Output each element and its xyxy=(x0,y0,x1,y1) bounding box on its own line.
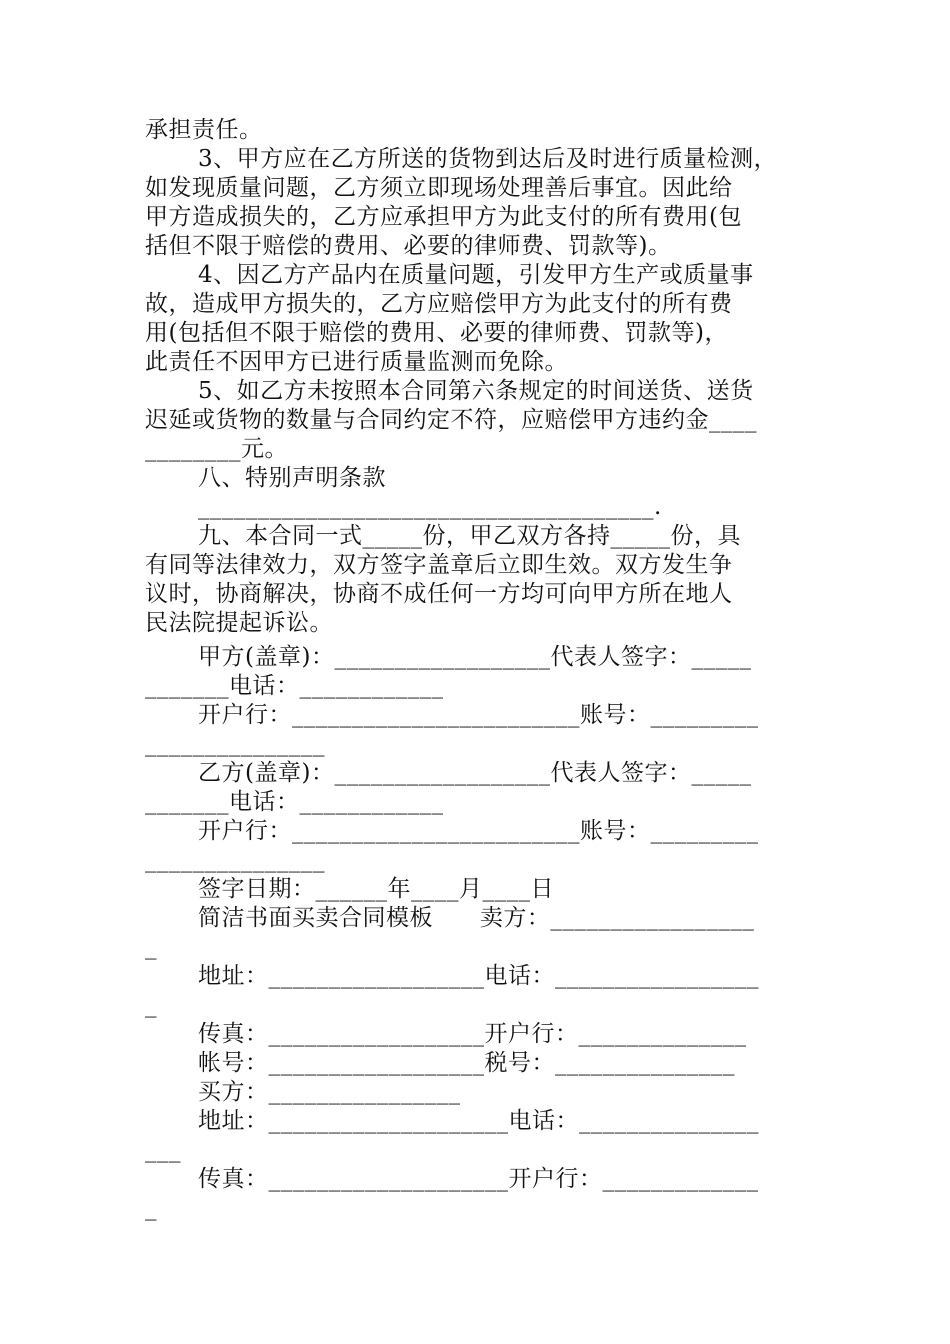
party-b-bank-line: 开户行：________________________账号：_________ xyxy=(198,818,759,844)
text-line: 故，造成甲方损失的，乙方应赔偿甲方为此支付的所有费 xyxy=(145,291,733,317)
text-line: 如发现质量问题，乙方须立即现场处理善后事宜。因此给 xyxy=(145,175,733,201)
clause-4-line: 4、因乙方产品内在质量问题，引发甲方生产或质量事 xyxy=(198,262,754,288)
text-line: ___ xyxy=(145,1137,181,1163)
text-line: _ xyxy=(145,934,157,960)
template-seller-line: 简洁书面买卖合同模板 卖方：_________________ xyxy=(198,905,755,931)
text-line: 迟延或货物的数量与合同约定不符，应赔偿甲方违约金____ xyxy=(145,407,757,433)
text-line: 有同等法律效力，双方签字盖章后立即生效。双方发生争 xyxy=(145,552,733,578)
text-line: 承担责任。 xyxy=(145,117,263,143)
text-line: _ xyxy=(145,1195,157,1221)
section-8-heading: 八、特别声明条款 xyxy=(198,465,386,491)
party-a-seal-line: 甲方(盖章)：__________________代表人签字：_____ xyxy=(198,644,752,670)
section-9-line: 九、本合同一式_____份，甲乙双方各持_____份，具 xyxy=(198,523,741,549)
text-line: 用(包括但不限于赔偿的费用、必要的律师费、罚款等)， xyxy=(145,320,728,346)
party-b-phone-line: _______电话：____________ xyxy=(145,789,444,815)
party-b-seal-line: 乙方(盖章)：__________________代表人签字：_____ xyxy=(198,760,752,786)
clause-3-line: 3、甲方应在乙方所送的货物到达后及时进行质量检测， xyxy=(198,146,778,172)
seller-address-line: 地址：__________________电话：_________________ xyxy=(198,963,759,989)
text-line: _ xyxy=(145,992,157,1018)
text-line: 此责任不因甲方已进行质量监测而免除。 xyxy=(145,349,568,375)
clause-5-line: 5、如乙方未按照本合同第六条规定的时间送货、送货 xyxy=(198,378,754,404)
text-line: 议时，协商解决，协商不成任何一方均可向甲方所在地人 xyxy=(145,581,733,607)
party-a-phone-line: _______电话：____________ xyxy=(145,673,444,699)
buyer-line: 买方：________________ xyxy=(198,1079,461,1105)
sign-date-line: 签字日期：______年____月____日 xyxy=(198,876,554,902)
party-a-bank-line: 开户行：________________________账号：_________ xyxy=(198,702,759,728)
blank-line: ______________________________________. xyxy=(198,494,662,520)
buyer-address-line: 地址：____________________电话：_______________ xyxy=(198,1108,759,1134)
text-line: _______________ xyxy=(145,847,325,873)
text-line: ________元。 xyxy=(145,436,288,462)
text-line: 民法院提起诉讼。 xyxy=(145,610,333,636)
text-line: 甲方造成损失的，乙方应承担甲方为此支付的所有费用(包 xyxy=(145,204,742,230)
seller-account-line: 帐号：__________________税号：_______________ xyxy=(198,1050,735,1076)
seller-fax-line: 传真：__________________开户行：______________ xyxy=(198,1021,747,1047)
buyer-fax-line: 传真：____________________开户行：_____________ xyxy=(198,1166,759,1192)
text-line: _______________ xyxy=(145,731,325,757)
text-line: 括但不限于赔偿的费用、必要的律师费、罚款等)。 xyxy=(145,233,672,259)
